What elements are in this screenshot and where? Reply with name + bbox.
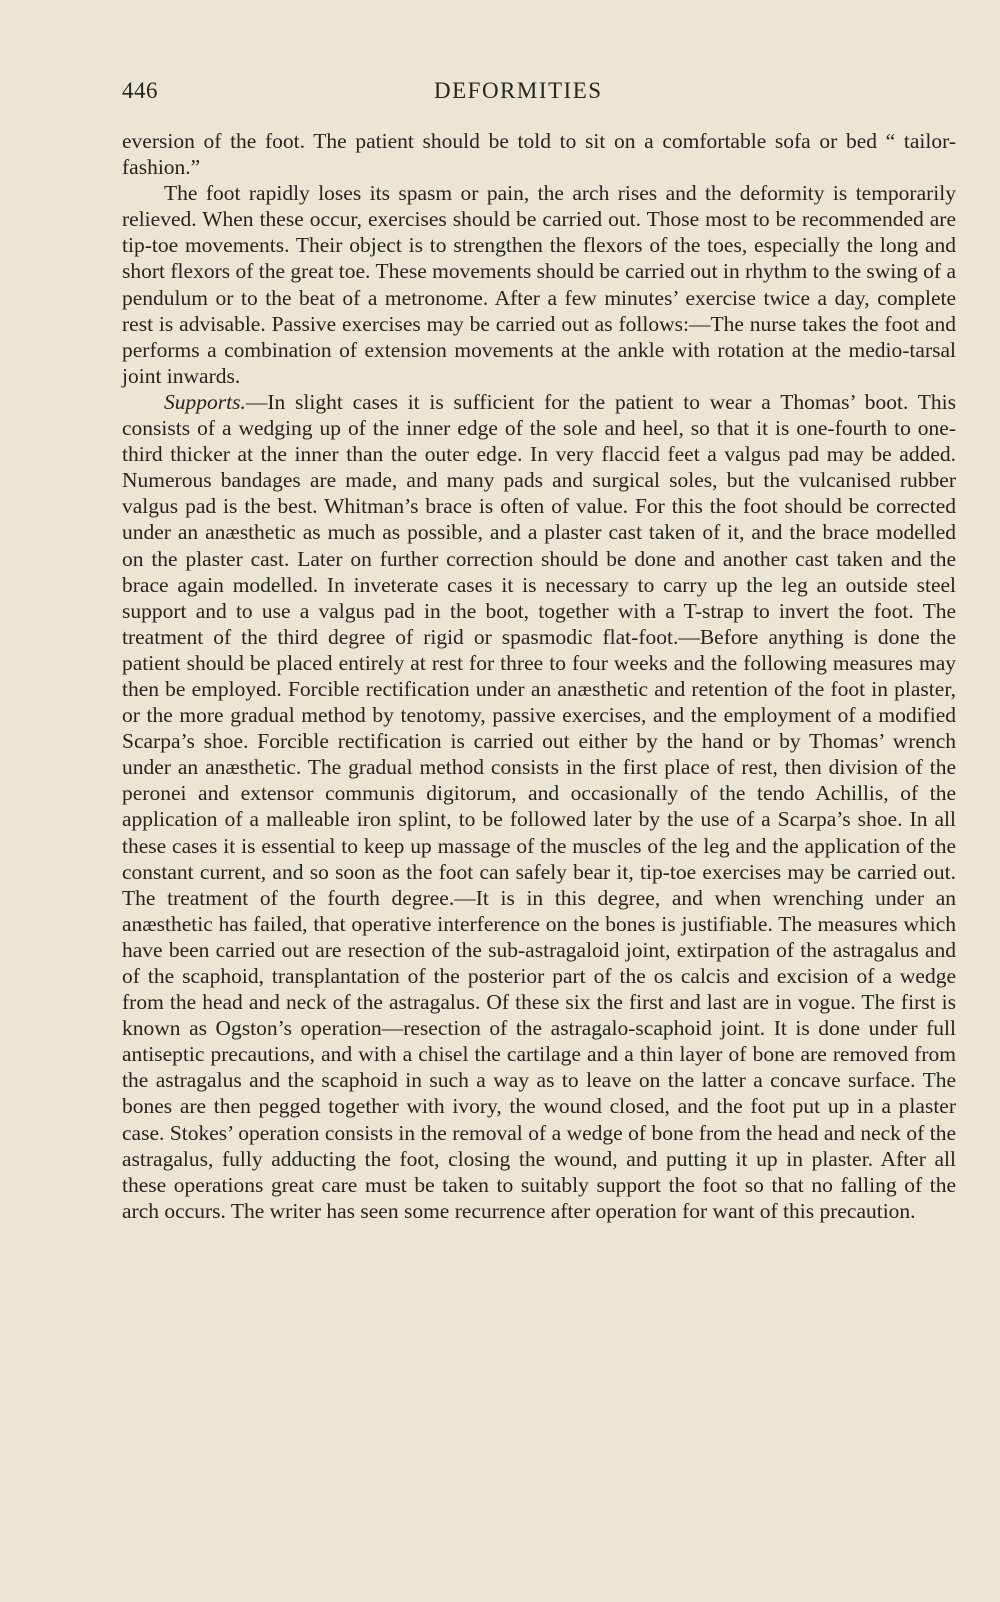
body-text xyxy=(122,128,956,1224)
paragraph-text: —In slight cases it is sufficient for the patient to wear a Thomas’ boot. This consists of a wedging up of the inner edge of the sole and heel, so that it is one-fourth to one-third thicker at the inner than the outer edge. In very flaccid feet a valgus pad may be added. Numerous bandages are made, and many pads and surgical soles, but the vulcanised rubber valgus pad is the best. Whitman’s brace is often of value. For this the foot should be corrected under an anæsthetic as much as possible, and a plaster cast taken of it, and the brace modelled on the plaster cast. Later on further correction should be done and another cast taken and the brace again modelled. In inveterate cases it is necessary to carry up the leg an outside steel support and to use a valgus pad in the boot, together with a T-strap to invert the foot. The treatment of the third degree of rigid or spasmodic flat-foot.—Before anything is done the patient should be placed entirely at rest for three to four weeks and the following measures may then be employed. Forcible rectification under an anæsthetic and retention of the foot in plaster, or the more gradual method by tenotomy, passive exercises, and the employment of a modified Scarpa’s shoe. Forcible rectification is carried out either by the hand or by Thomas’ wrench under an anæsthetic. The gradual method consists in the first place of rest, then division of the peronei and extensor communis digitorum, and occasionally of the tendo Achillis, of the application of a malleable iron splint, to be followed later by the use of a Scarpa’s shoe. In all these cases it is essential to keep up massage of the muscles of the leg and the application of the constant current, and so soon as the foot can safely bear it, tip-toe exercises may be carried out. The treatment of the fourth degree.—It is in this degree, and when wrenching under an anæsthetic has failed, that operative interference on the bones is justifiable. The measures which have been carried out are resection of the sub-astragaloid joint, extirpation of the astragalus and of the scaphoid, transplantation of the posterior part of the os calcis and excision of a wedge from the head and neck of the astragalus. Of these six the first and last are in vogue. The first is known as Ogston’s operation—resection of the astragalo-scaphoid joint. It is done under full antiseptic precautions, and with a chisel the cartilage and a thin layer of bone are removed from the astragalus and the scaphoid in such a way as to leave on the latter a concave surface. The bones are then pegged together with ivory, the wound closed, and the foot put up in a plaster case. Stokes’ operation consists in the removal of a wedge of bone from the head and neck of the astragalus, fully adducting the foot, closing the wound, and putting it up in plaster. After all these operations great care must be taken to suitably support the foot so that no falling of the arch occurs. The writer has seen some recurrence after operation for want of this precaution. xyxy=(122,389,956,1223)
paragraph-supports xyxy=(122,389,956,1224)
running-header xyxy=(122,78,822,112)
running-title: DEFORMITIES xyxy=(434,78,603,103)
paragraph-continuation xyxy=(122,128,956,180)
paragraph-exercises xyxy=(122,180,956,389)
page-number: 446 xyxy=(122,78,158,103)
paragraph-text: The foot rapidly loses its spasm or pain, the arch rises and the deformity is temporarily relieved. When these occur, exercises should be carried out. Those most to be recommended are tip-toe movements. Their object is to strengthen the flexors of the toes, especially the long and short flexors of the great toe. These movements should be carried out in rhythm to the swing of a pendulum or to the beat of a metronome. After a few minutes’ exercise twice a day, complete rest is advisable. Passive exercises may be carried out as follows:—The nurse takes the foot and performs a combination of extension movements at the ankle with rotation at the medio-tarsal joint inwards. xyxy=(122,181,956,388)
section-lead-supports: Supports. xyxy=(164,389,246,414)
paragraph-text: eversion of the foot. The patient should be told to sit on a comfortable sofa or bed “ tailor-fashion.” xyxy=(122,129,956,180)
